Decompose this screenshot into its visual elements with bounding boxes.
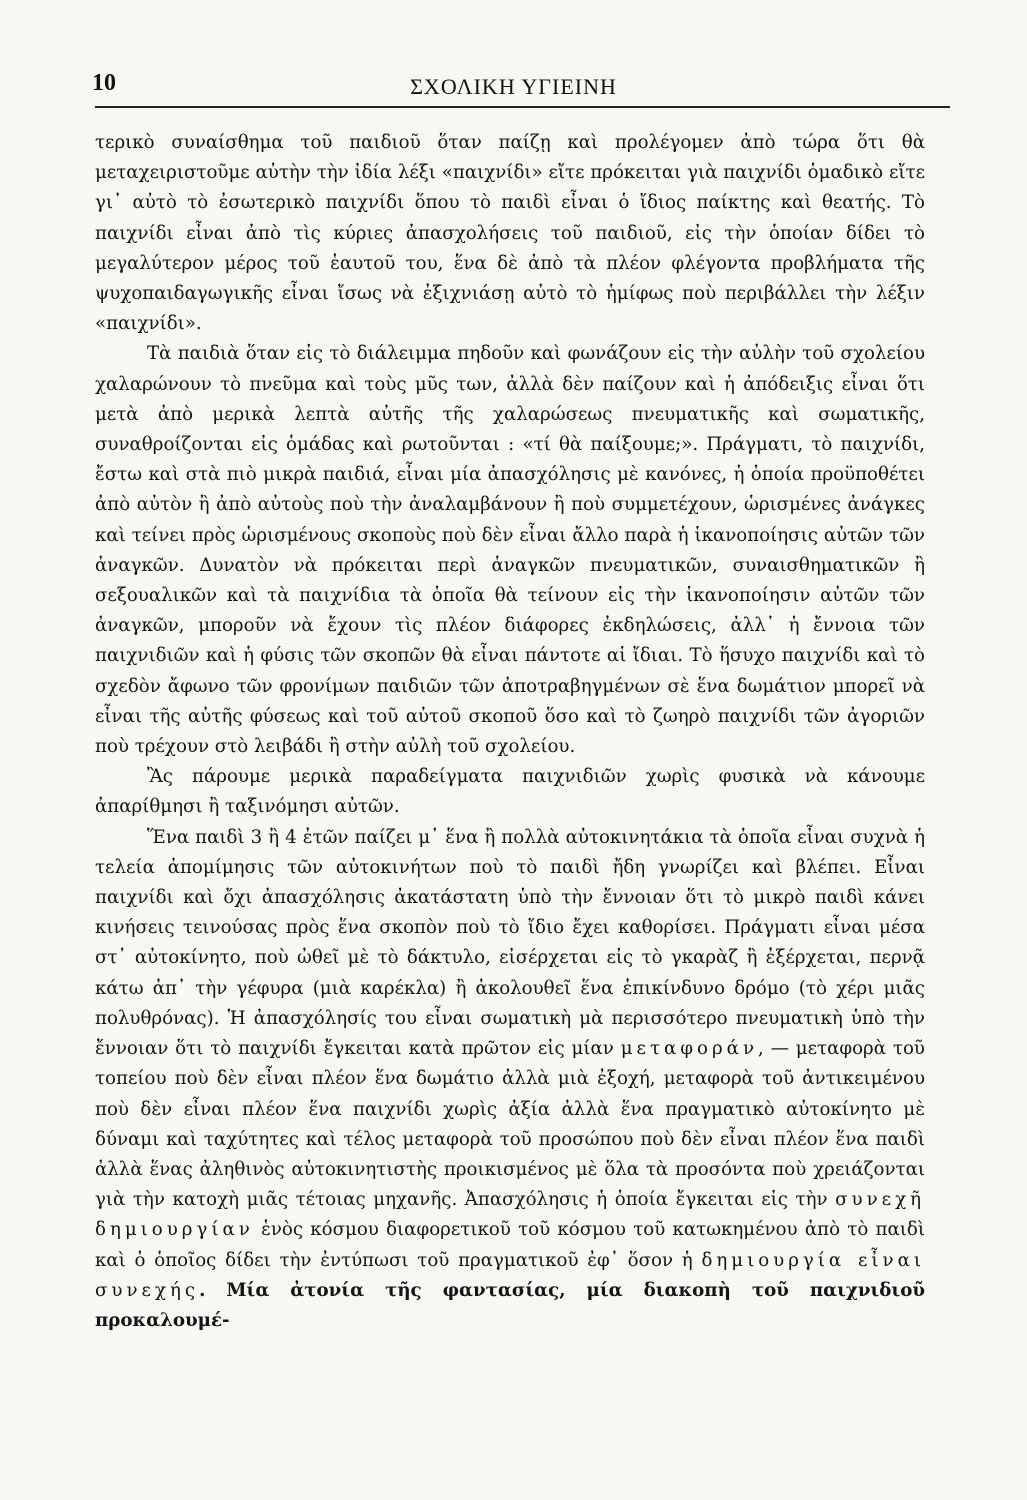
paragraph-4 <box>95 823 925 1336</box>
emphasis-creation-continuous: δημιουργία εἶναι συνεχής <box>95 1249 925 1301</box>
body-text <box>95 128 925 1336</box>
emphasis-metaphora: μεταφοράν <box>620 1038 759 1060</box>
paragraph-1: τερικὸ συναίσθημα τοῦ παιδιοῦ ὅταν παίζῃ καὶ προλέγομεν ἀπὸ τώρα ὅτι θὰ μεταχειριστοῦμε αὐτὴν τὴν ἰδία λέξι «παιχνίδι» εἴτε πρόκειται γιὰ παιχνίδι ὁμαδικὸ εἴτε γι᾿ αὐτὸ τὸ ἐσωτερικὸ παιχνίδι ὅπου τὸ παιδὶ εἶναι ὁ ἴδιος παίκτης καὶ θεατής. Τὸ παιχνίδι εἶναι ἀπὸ τὶς κύριες ἀπασχολήσεις τοῦ παιδιοῦ, εἰς τὴν ὁποίαν δίδει τὸ μεγαλύτερον μέρος τοῦ ἑαυτοῦ του, ἕνα δὲ ἀπὸ τὰ πλέον φλέγοντα προβλήματα τῆς ψυχοπαιδαγωγικῆς εἶναι ἴσως νὰ ἐξιχνιάσῃ αὐτὸ τὸ ἡμίφως ποὺ περιβάλλει τὴν λέξιν «παιχνίδι». <box>95 132 925 335</box>
paragraph-4-part-2: , — μεταφορὰ τοῦ τοπείου ποὺ δὲν εἶναι πλέον ἕνα δωμάτιο ἀλλὰ μιὰ ἐξοχή, μεταφορὰ τοῦ ἀντικειμένου ποὺ δὲν εἶναι πλέον ἕνα παιχνίδι χωρὶς ἀξία ἀλλὰ ἕνα πραγματικὸ αὐτοκίνητο μὲ δύναμι καὶ ταχύτητες καὶ τέλος μεταφορὰ τοῦ προσώπου ποὺ δὲν εἶναι πλέον ἕνα παιδὶ ἀλλὰ ἕνας ἀληθινὸς αὐτοκινητιστὴς προικισμένος μὲ ὅλα τὰ προσόντα ποὺ χρειάζονται γιὰ τὴν κατοχὴ μιᾶς τέτοιας μηχανῆς. Ἀπασχόλησις ἡ ὁποία ἔγκειται εἰς τὴν <box>95 1038 925 1211</box>
paragraph-2: Τὰ παιδιὰ ὅταν εἰς τὸ διάλειμμα πηδοῦν καὶ φωνάζουν εἰς τὴν αὐλὴν τοῦ σχολείου χαλαρώνουν τὸ πνεῦμα καὶ τοὺς μῦς των, ἀλλὰ δὲν παίζουν καὶ ἡ ἀπόδειξις εἶναι ὅτι μετὰ ἀπὸ μερικὰ λεπτὰ αὐτῆς τῆς χαλαρώσεως πνευματικῆς καὶ σωματικῆς, συναθροίζονται εἰς ὁμάδας καὶ ρωτοῦνται : «τί θὰ παίξουμε;». Πράγματι, τὸ παιχνίδι, ἔστω καὶ στὰ πιὸ μικρὰ παιδιά, εἶναι μία ἀπασχόλησις μὲ κανόνες, ἡ ὁποία προϋποθέτει ἀπὸ αὐτὸν ἢ ἀπὸ αὐτοὺς ποὺ τὴν ἀναλαμβάνουν ἢ ποὺ συμμετέχουν, ὡρισμένες ἀνάγκες καὶ τείνει πρὸς ὡρισμένους σκοποὺς ποὺ δὲν εἶναι ἄλλο παρὰ ἡ ἱκανοποίησις αὐτῶν τῶν ἀναγκῶν. Δυνατὸν νὰ πρόκειται περὶ ἀναγκῶν πνευματικῶν, συναισθηματικῶν ἢ σεξουαλικῶν καὶ τὰ παιχνίδια τὰ ὁποῖα θὰ τείνουν εἰς τὴν ἱκανοποίησιν αὐτῶν τῶν ἀναγκῶν, μποροῦν νὰ ἔχουν τὶς πλέον διάφορες ἐκδηλώσεις, ἀλλ᾿ ἡ ἔννοια τῶν παιχνιδιῶν καὶ ἡ φύσις τῶν σκοπῶν θὰ εἶναι πάντοτε αἱ ἴδιαι. Τὸ ἥσυχο παιχνίδι καὶ τὸ σχεδὸν ἄφωνο τῶν φρονίμων παιδιῶν τῶν ἀποτραβηγμένων σὲ ἕνα δωμάτιον μπορεῖ νὰ εἶναι τῆς αὐτῆς φύσεως καὶ τοῦ αὐτοῦ σκοποῦ ὅσο καὶ τὸ ζωηρὸ παιχνίδι τῶν ἀγοριῶν ποὺ τρέχουν στὸ λειβάδι ἢ στὴν αὐλὴ τοῦ σχολείου. <box>95 343 925 758</box>
paragraph-4-part-3: ἑνὸς κόσμου διαφορετικοῦ τοῦ κόσμου τοῦ κατωκημένου ἀπὸ τὸ παιδὶ καὶ ὁ ὁποῖος δίδει τὴν ἐντύπωσι τοῦ πραγματικοῦ ἐφ᾿ ὅσον ἡ <box>95 1219 925 1271</box>
running-title: ΣΧΟΛΙΚΗ ΥΓΙΕΙΝΗ <box>410 74 617 99</box>
header-rule <box>95 106 950 108</box>
paragraph-4-part-1: Ἕνα παιδὶ 3 ἢ 4 ἐτῶν παίζει μ᾿ ἕνα ἢ πολλὰ αὐτοκινητάκια τὰ ὁποῖα εἶναι συχνὰ ἡ τελεία ἀπομίμησις τῶν αὐτοκινήτων ποὺ τὸ παιδὶ ἤδη γνωρίζει καὶ βλέπει. Εἶναι παιχνίδι καὶ ὄχι ἀπασχόλησις ἀκατάστατη ὑπὸ τὴν ἔννοιαν ὅτι τὸ μικρὸ παιδὶ κάνει κινήσεις τεινούσας πρὸς ἕνα σκοπὸν ποὺ τὸ ἴδιο ἔχει καθορίσει. Πράγματι εἶναι μέσα στ᾿ αὐτοκίνητο, ποὺ ὠθεῖ μὲ τὸ δάκτυλο, εἰσέρχεται εἰς τὸ γκαρὰζ ἢ ἐξέρχεται, περνᾷ κάτω ἀπ᾿ τὴν γέφυρα (μιὰ καρέκλα) ἢ ἀκολουθεῖ ἕνα ἐπικίνδυνο δρόμο (τὸ χέρι μιᾶς πολυθρόνας). Ἡ ἀπασχόλησίς του εἶναι σωματικὴ μὰ περισσότερο πνευματικὴ ὑπὸ τὴν ἔννοιαν ὅτι τὸ παιχνίδι ἔγκειται κατὰ πρῶτον εἰς μίαν <box>95 826 925 1060</box>
paragraph-4-part-4: . Μία ἀτονία τῆς φαντασίας, μία διακοπὴ τοῦ παιχνιδιοῦ προκαλουμέ- <box>95 1279 925 1331</box>
emphasis-continuous-creation: συνεχῆ δημιουργίαν <box>95 1189 925 1241</box>
page-number: 10 <box>92 70 116 96</box>
paragraph-3: Ἂς πάρουμε μερικὰ παραδείγματα παιχνιδιῶν χωρὶς φυσικὰ νὰ κάνουμε ἀπαρίθμησι ἢ ταξινόμησι αὐτῶν. <box>95 766 925 818</box>
